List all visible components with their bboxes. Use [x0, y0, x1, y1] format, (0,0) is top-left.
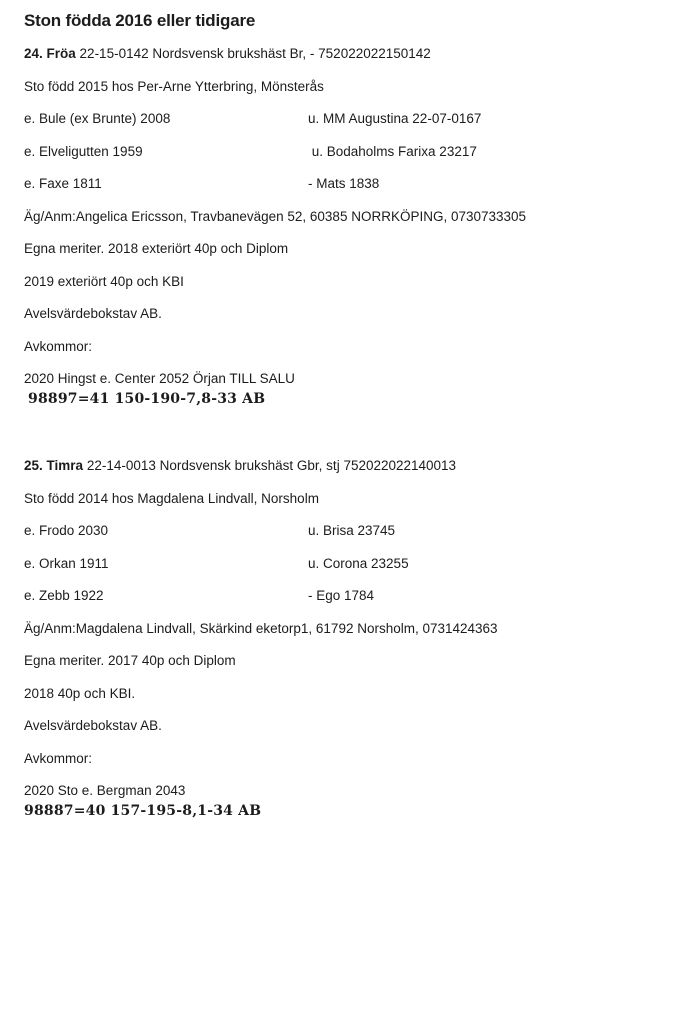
entry-index-line: 98887=40 157-195-8,1-34 AB	[24, 803, 262, 819]
entry-owner-line: Äg/Anm:Magdalena Lindvall, Skärkind eketorp1, 61792 Norsholm, 0731424363	[24, 620, 498, 636]
pedigree-sire: e. Elveligutten 1959	[24, 143, 143, 159]
entry-offspring-label: Avkommor:	[24, 338, 93, 354]
entry-merit-line: Egna meriter. 2018 exteriört 40p och Diplom	[24, 241, 289, 256]
entry-index-line: 98897=41 150-190-7,8-33 AB	[28, 391, 266, 407]
entry-registration-info: 22-15-0142 Nordsvensk brukshäst Br, - 752022022150142	[79, 46, 431, 61]
entry-born-line: Sto född 2015 hos Per-Arne Ytterbring, Mönsterås	[24, 78, 324, 94]
entry-header-line	[24, 44, 661, 64]
pedigree-dam: u. Corona 23255	[308, 555, 409, 571]
entry-breeding-value-line: Avelsvärdebokstav AB.	[24, 718, 162, 733]
entry-header-line	[24, 456, 661, 476]
entry-born-line: Sto född 2014 hos Magdalena Lindvall, Norsholm	[24, 490, 319, 506]
pedigree-row	[24, 174, 661, 194]
pedigree-dam: - Mats 1838	[308, 176, 380, 191]
entry-merit-line: 2019 exteriört 40p och KBI	[24, 273, 184, 289]
entry-merit-line: Egna meriter. 2017 40p och Diplom	[24, 653, 236, 668]
pedigree-sire: e. Frodo 2030	[24, 523, 109, 538]
pedigree-row	[24, 586, 661, 606]
entry-breeding-value-line: Avelsvärdebokstav AB.	[24, 306, 162, 321]
entry-number-and-name: 25. Timra	[24, 458, 84, 473]
pedigree-sire: e. Faxe 1811	[24, 176, 102, 191]
pedigree-row	[24, 109, 661, 129]
entry-offspring-block	[24, 369, 661, 409]
pedigree-dam: u. MM Augustina 22-07-0167	[308, 111, 482, 126]
pedigree-dam: u. Brisa 23745	[308, 523, 396, 538]
pedigree-row	[24, 521, 661, 541]
entry-offspring-block	[24, 781, 661, 821]
page-title: Ston födda 2016 eller tidigare	[24, 11, 256, 30]
entry-offspring-label: Avkommor:	[24, 750, 93, 766]
entry-offspring-line: 2020 Hingst e. Center 2052 Örjan TILL SALU	[24, 371, 295, 386]
horse-entry-25	[24, 456, 661, 821]
entry-owner-line: Äg/Anm:Angelica Ericsson, Travbanevägen 52, 60385 NORRKÖPING, 0730733305	[24, 208, 527, 224]
pedigree-row	[24, 142, 661, 162]
pedigree-sire: e. Zebb 1922	[24, 588, 104, 603]
pedigree-sire: e. Bule (ex Brunte) 2008	[24, 111, 171, 126]
entry-registration-info: 22-14-0013 Nordsvensk brukshäst Gbr, stj 752022022140013	[86, 458, 457, 473]
pedigree-row	[24, 554, 661, 574]
horse-entry-24	[24, 44, 661, 409]
entry-merit-line: 2018 40p och KBI.	[24, 685, 136, 701]
pedigree-sire: e. Orkan 1911	[24, 555, 109, 571]
entry-number-and-name: 24. Fröa	[24, 46, 76, 61]
pedigree-dam: - Ego 1784	[308, 588, 375, 603]
entry-offspring-line: 2020 Sto e. Bergman 2043	[24, 783, 186, 798]
pedigree-dam: u. Bodaholms Farixa 23217	[308, 143, 477, 159]
